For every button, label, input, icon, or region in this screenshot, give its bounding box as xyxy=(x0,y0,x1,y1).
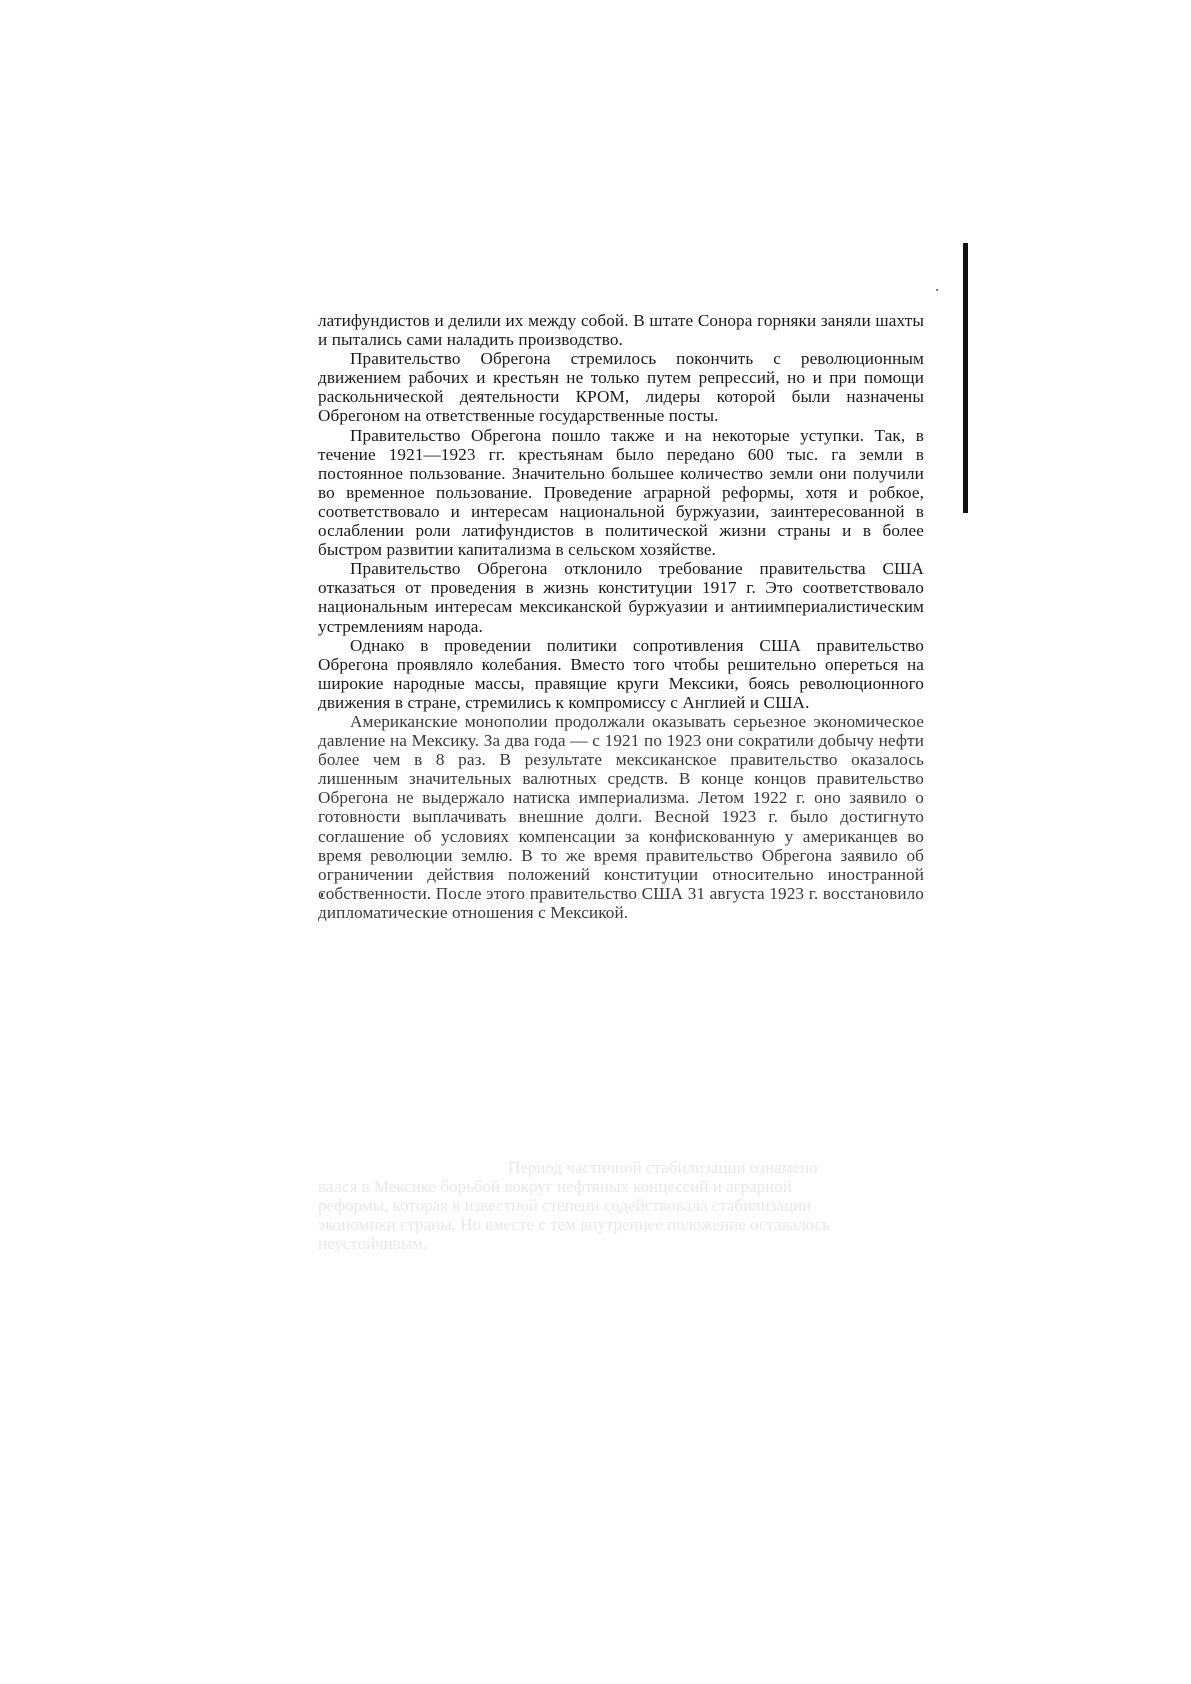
faded-line: Период частичной стабилизации ознамено xyxy=(508,1158,818,1177)
paragraph: Правительство Обрегона пошло также и на некоторые уступки. Так, в течение 1921—1923 гг. крестьянам было передано 600 тыс. га земли в постоянное пользование. Значительно большее количество земли они получили во временное пользование. Проведение аграрной реформы, хотя и робкое, соответствовало и интересам национальной буржуазии, заинтересованной в ослаблении роли латифундистов в политической жизни страны и в более быстром развитии капитализма в сельском хозяйстве. xyxy=(318,425,924,560)
faded-line: неустойчивым. xyxy=(318,1234,428,1253)
faded-text xyxy=(318,1158,924,1253)
paragraph: Правительство Обрегона стремилось покончить с революционным движением рабочих и крестьян не только путем репрессий, но и при помощи раскольнической деятельности КРОМ, лидеры которой были назначены Обрегоном на ответственные государственные посты. xyxy=(318,349,924,426)
faded-line: экономики страны. Но вместе с тем внутреннее положение оставалось xyxy=(318,1215,830,1234)
faded-line: вался в Мексике борьбой вокруг нефтяных концессий и аграрной xyxy=(318,1177,792,1196)
paragraph: Американские монополии продолжали оказывать серьезное экономическое давление на Мексику. За два года — с 1921 по 1923 они сократили добычу нефти более чем в 8 раз. В результате мексиканское правительство оказалось лишенным значительных валютных средств. В конце концов правительство Обрегона не выдержало натиска империализма. Летом 1922 г. оно заявило о готовности выплачивать внешние долги. Весной 1923 г. было достигнуто соглашение об условиях компенсации за конфискованную у американцев во время революции землю. В то же время правительство Обрегона заявило об ограничении действия положений конституции относительно иностранной собственности. После этого правительство США 31 августа 1923 г. восстановило дипломатические отношения с Мексикой. xyxy=(318,711,924,922)
speck xyxy=(936,289,938,291)
paragraph: латифундистов и делили их между собой. В штате Сонора горняки заняли шахты и пытались сами наладить производство. xyxy=(318,311,924,350)
paragraph: Однако в проведении политики сопротивления США правительство Обрегона проявляло колебания. Вместо того чтобы решительно опереться на широкие народные массы, правящие круги Мексики, боясь революционного движения в стране, стремились к компромиссу с Англией и США. xyxy=(318,635,924,712)
margin-mark xyxy=(963,243,968,513)
paragraph: Правительство Обрегона отклонило требование правительства США отказаться от проведения в жизнь конституции 1917 г. Это соответствовало национальным интересам мексиканской буржуазии и антиимпериалистическим устремлениям народа. xyxy=(318,559,924,636)
faded-line: реформы, которая в известной степени содействовала стабилизации xyxy=(318,1196,812,1215)
body-text xyxy=(318,311,924,922)
